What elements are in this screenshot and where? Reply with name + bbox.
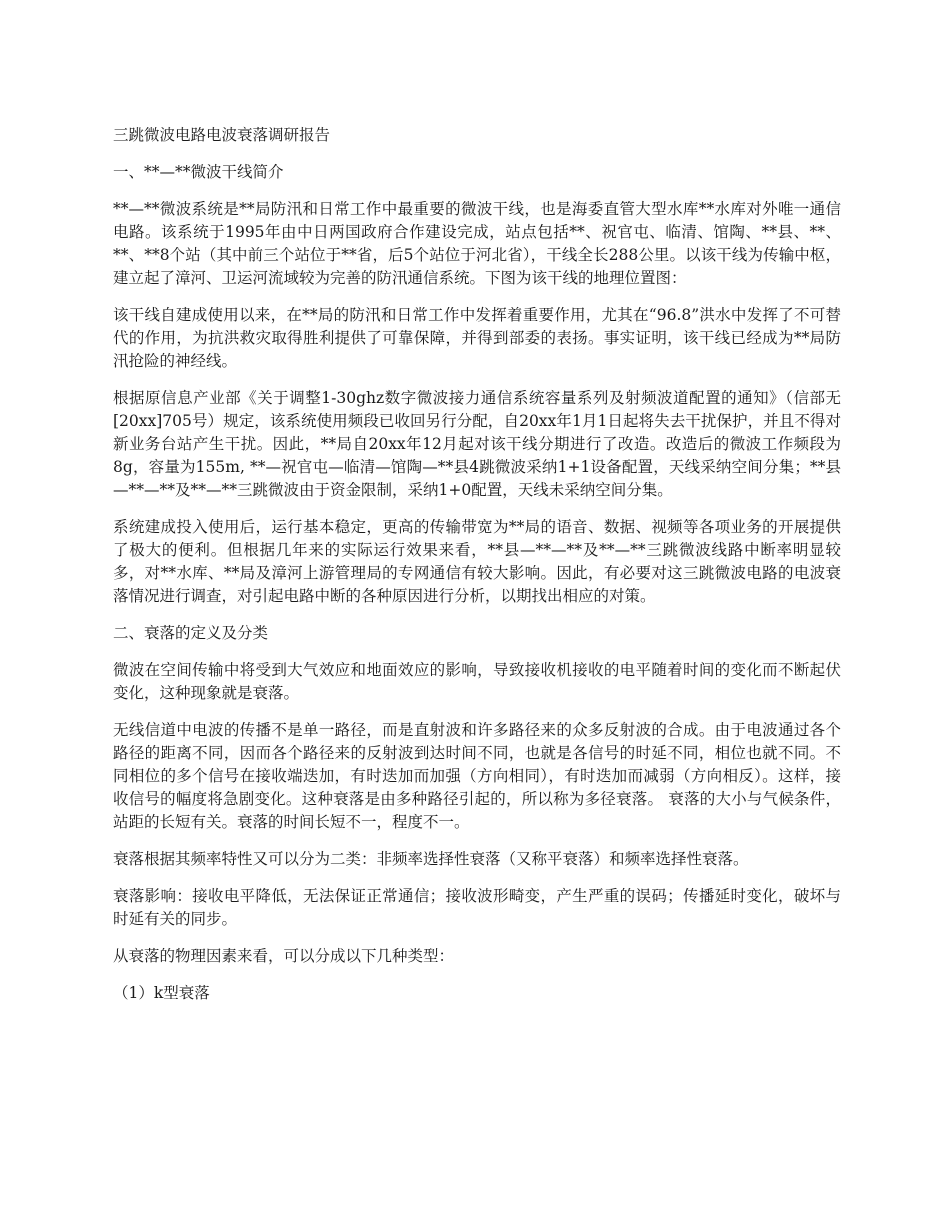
list-item-k-fading: （1）k型衰落 bbox=[113, 984, 210, 1002]
document-title: 三跳微波电路电波衰落调研报告 bbox=[113, 126, 331, 144]
paragraph-4: 系统建成投入使用后，运行基本稳定，更高的传输带宽为**局的语音、数据、视频等各项业务的开展提供了极大的便利。但根据几年来的实际运行效果来看，**县—**—**及**—**三跳微波线路中断率明显较多，对**水库、**局及漳河上游管理局的专网通信有较大影响。因此，有必要对这三跳微波电路的电波衰落情况进行调查，对引起电路中断的各种原因进行分析，以期找出相应的对策。 bbox=[113, 518, 841, 605]
paragraph-9: 从衰落的物理因素来看，可以分成以下几种类型： bbox=[113, 947, 455, 965]
document-body bbox=[113, 124, 841, 1019]
section-heading-1: 一、**—**微波干线简介 bbox=[113, 163, 284, 181]
paragraph-6: 无线信道中电波的传播不是单一路径，而是直射波和许多路径来的众多反射波的合成。由于电波通过各个路径的距离不同，因而各个路径来的反射波到达时间不同，也就是各信号的时延不同，相位也就不同。不同相位的多个信号在接收端迭加，有时迭加而加强（方向相同），有时迭加而减弱（方向相反）。这样，接收信号的幅度将急剧变化。这种衰落是由多种路径引起的，所以称为多径衰落。 衰落的大小与气候条件，站距的长短有关。衰落的时间长短不一，程度不一。 bbox=[113, 721, 841, 831]
paragraph-8: 衰落影响：接收电平降低，无法保证正常通信；接收波形畸变，产生严重的误码；传播延时变化，破坏与时延有关的同步。 bbox=[113, 887, 841, 928]
paragraph-2: 该干线自建成使用以来，在**局的防汛和日常工作中发挥着重要作用，尤其在“96.8”洪水中发挥了不可替代的作用，为抗洪救灾取得胜利提供了可靠保障，并得到部委的表扬。事实证明，该干线已经成为**局防汛抢险的神经线。 bbox=[113, 306, 841, 370]
paragraph-7: 衰落根据其频率特性又可以分为二类：非频率选择性衰落（又称平衰落）和频率选择性衰落。 bbox=[113, 850, 749, 868]
section-heading-2: 二、衰落的定义及分类 bbox=[113, 624, 269, 642]
paragraph-3: 根据原信息产业部《关于调整1-30ghz数字微波接力通信系统容量系列及射频波道配置的通知》（信部无[20xx]705号）规定，该系统使用频段已收回另行分配，自20xx年1月1日起将失去干扰保护，并且不得对新业务台站产生干扰。因此，**局自20xx年12月起对该干线分期进行了改造。改造后的微波工作频段为8g，容量为155m, **—祝官屯—临清—馆陶—**县4跳微波采纳1+1设备配置，天线采纳空间分集；**县—**—**及**—**三跳微波由于资金限制，采纳1+0配置，天线未采纳空间分集。 bbox=[113, 389, 841, 499]
paragraph-5: 微波在空间传输中将受到大气效应和地面效应的影响，导致接收机接收的电平随着时间的变化而不断起伏变化，这种现象就是衰落。 bbox=[113, 661, 841, 702]
paragraph-1: **—**微波系统是**局防汛和日常工作中最重要的微波干线，也是海委直管大型水库**水库对外唯一通信电路。该系统于1995年由中日两国政府合作建设完成，站点包括**、祝官屯、临清、馆陶、**县、**、**、**8个站（其中前三个站位于**省，后5个站位于河北省），干线全长288公里。以该干线为传输中枢，建立起了漳河、卫运河流域较为完善的防汛通信系统。下图为该干线的地理位置图： bbox=[113, 200, 841, 287]
